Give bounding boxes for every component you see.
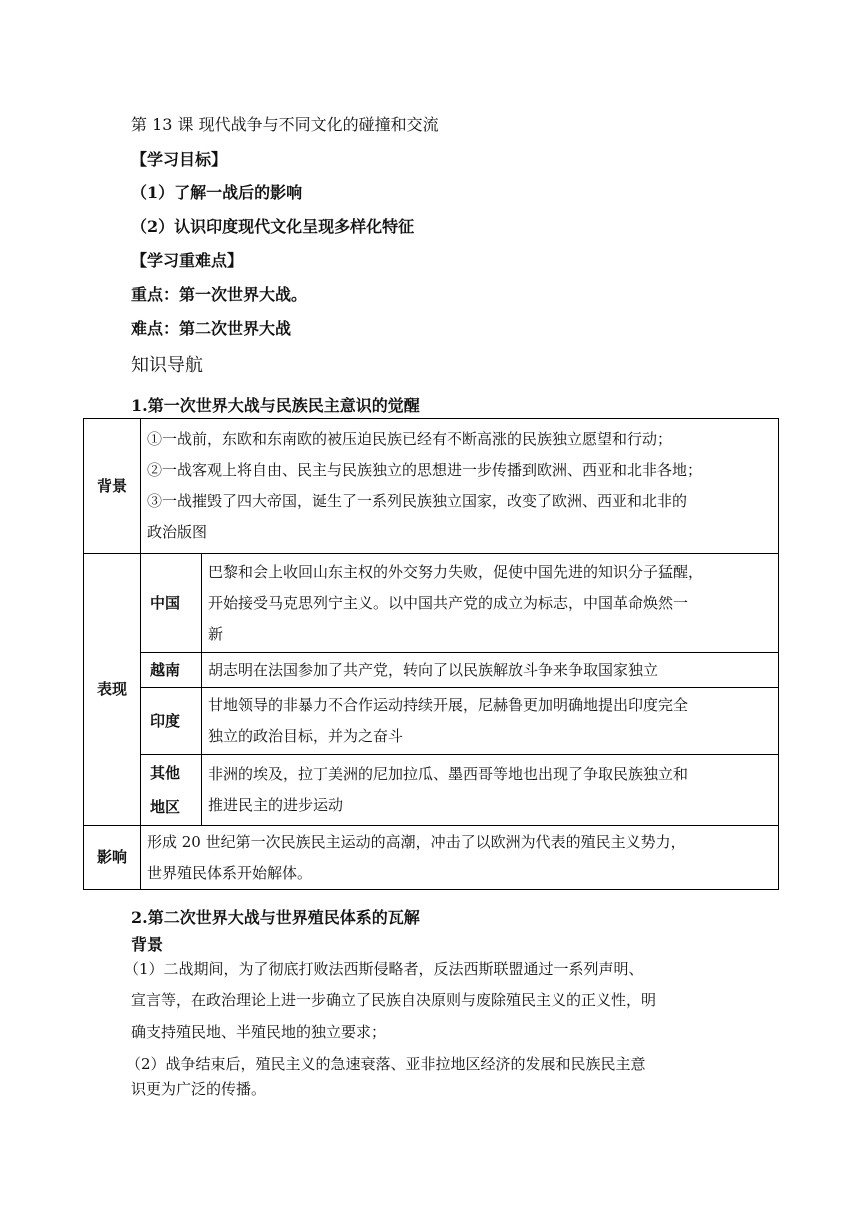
background-row [84,419,779,554]
difficult-point: 难点：第二次世界大战 [131,319,292,338]
content-line: 胡志明在法国参加了共产党，转向了以民族解放斗争来争取国家独立 [208,660,659,679]
content-line: 巴黎和会上收回山东主权的外交努力失败，促使中国先进的知识分子猛醒， [208,562,704,581]
content-line: 世界殖民体系开始解体。 [147,863,313,882]
country-vietnam: 越南 [141,653,202,688]
nav-heading: 知识导航 [131,355,203,376]
content-line: 非洲的埃及，拉丁美洲的尼加拉瓜、墨西哥等地也出现了争取民族独立和 [208,765,689,783]
background-line: ②一战客观上将自由、民主与民族独立的思想进一步传播到欧洲、西亚和北非各地； [147,461,703,479]
background-line: 政治版图 [147,523,208,541]
manifestation-label: 表现 [84,554,141,826]
impact-label: 影响 [84,826,141,890]
manifestation-row-other [84,755,779,826]
background-content [141,419,779,554]
objectives-heading: 【学习目标】 [131,150,228,169]
content-line: 新 [208,624,224,643]
content-line: 形成 20 世纪第一次民族民主运动的高潮，冲击了以欧洲为代表的殖民主义势力， [147,832,686,851]
section2-line: （2）战争结束后，殖民主义的急速衰落、亚非拉地区经济的发展和民族民主意 [126,1055,646,1073]
china-content [202,554,779,653]
country-india: 印度 [141,688,202,755]
vietnam-content [202,653,779,688]
section1-table [83,418,779,890]
manifestation-row-india [84,688,779,755]
background-label: 背景 [84,419,141,554]
manifestation-row-vietnam [84,653,779,688]
section2-line: （1）二战期间，为了彻底打败法西斯侵略者，反法西斯联盟通过一系列声明、 [124,960,644,978]
impact-content [141,826,779,890]
content-line: 开始接受马克思列宁主义。以中国共产党的成立为标志，中国革命焕然一 [208,593,689,612]
other-content [202,755,779,826]
background-line: ③一战摧毁了四大帝国，诞生了一系列民族独立国家，改变了欧洲、西亚和北非的 [147,492,688,510]
manifestation-row-china [84,554,779,653]
content-line: 甘地领导的非暴力不合作运动持续开展，尼赫鲁更加明确地提出印度完全 [208,696,689,714]
impact-row [84,826,779,890]
country-china: 中国 [141,554,202,653]
content-line: 独立的政治目标，并为之奋斗 [208,727,404,745]
key-point: 重点：第一次世界大战。 [131,285,308,304]
region-other [141,755,202,826]
content-line: 推进民主的进步运动 [208,796,344,814]
lesson-title: 第 13 课 现代战争与不同文化的碰撞和交流 [131,115,439,134]
objective-1: （1）了解一战后的影响 [131,183,303,202]
india-content [202,688,779,755]
section2-heading: 2.第二次世界大战与世界殖民体系的瓦解 [131,908,420,927]
section2-line: 确支持殖民地、半殖民地的独立要求； [131,1023,387,1041]
objective-2: （2）认识印度现代文化呈现多样化特征 [131,217,415,236]
region-label-line: 其他 [150,764,181,782]
section2-line: 宣言等，在政治理论上进一步确立了民族自决原则与废除殖民主义的正义性，明 [131,991,657,1009]
section1-heading: 1.第一次世界大战与民族民主意识的觉醒 [131,396,420,415]
section2-line: 识更为广泛的传播。 [131,1080,267,1098]
key-heading: 【学习重难点】 [131,251,244,270]
region-label-line: 地区 [150,798,181,816]
section2-subheading: 背景 [131,935,164,954]
background-line: ①一战前，东欧和东南欧的被压迫民族已经有不断高涨的民族独立愿望和行动； [147,430,673,448]
